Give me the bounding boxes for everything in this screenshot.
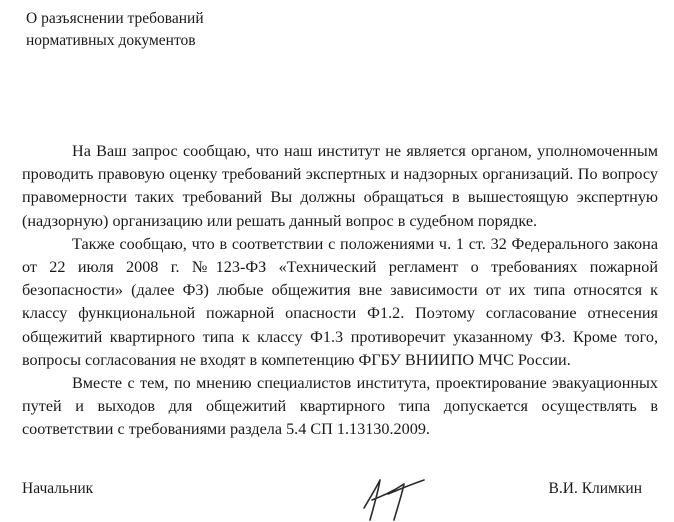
paragraph-2: Также сообщаю, что в соответствии с положениями ч. 1 ст. 32 Федерального закона от 22 июля 2008 г. №123-ФЗ «Технический регламент о требованиях пожарной безопасности» (далее ФЗ) любые общежития вне зависимости от их типа относятся к классу функциональной пожарной опасности Ф1.2. Поэтому согласование отнесения общежитий квартирного типа к классу Ф1.3 противоречит указанному ФЗ. Кроме того, вопросы согласования не входят в компетенцию ФГБУ ВНИИПО МЧС России. <box>22 234 658 369</box>
letter-body <box>22 140 658 442</box>
subject-block <box>26 8 204 52</box>
paragraph-1: На Ваш запрос сообщаю, что наш институт не является органом, уполномоченным проводить правовую оценку требований экспертных и надзорных организаций. По вопросу правомерности таких требований Вы должны обращаться в вышестоящую экспертную (надзорную) организацию или решать данный вопрос в судебном порядке. <box>22 142 658 230</box>
subject-line-1: О разъяснении требований <box>26 10 204 27</box>
paragraph-3: Вместе с тем, по мнению специалистов института, проектирование эвакуационных путей и выходов для общежитий квартирного типа допускается осуществлять в соответствии с требованиями раздела 5.4 СП 1.13130.2009. <box>22 374 658 439</box>
handwritten-signature <box>358 470 448 522</box>
signer-name: В.И. Климкин <box>548 480 642 497</box>
subject-line-2: нормативных документов <box>26 32 196 49</box>
signer-title: Начальник <box>22 480 94 497</box>
